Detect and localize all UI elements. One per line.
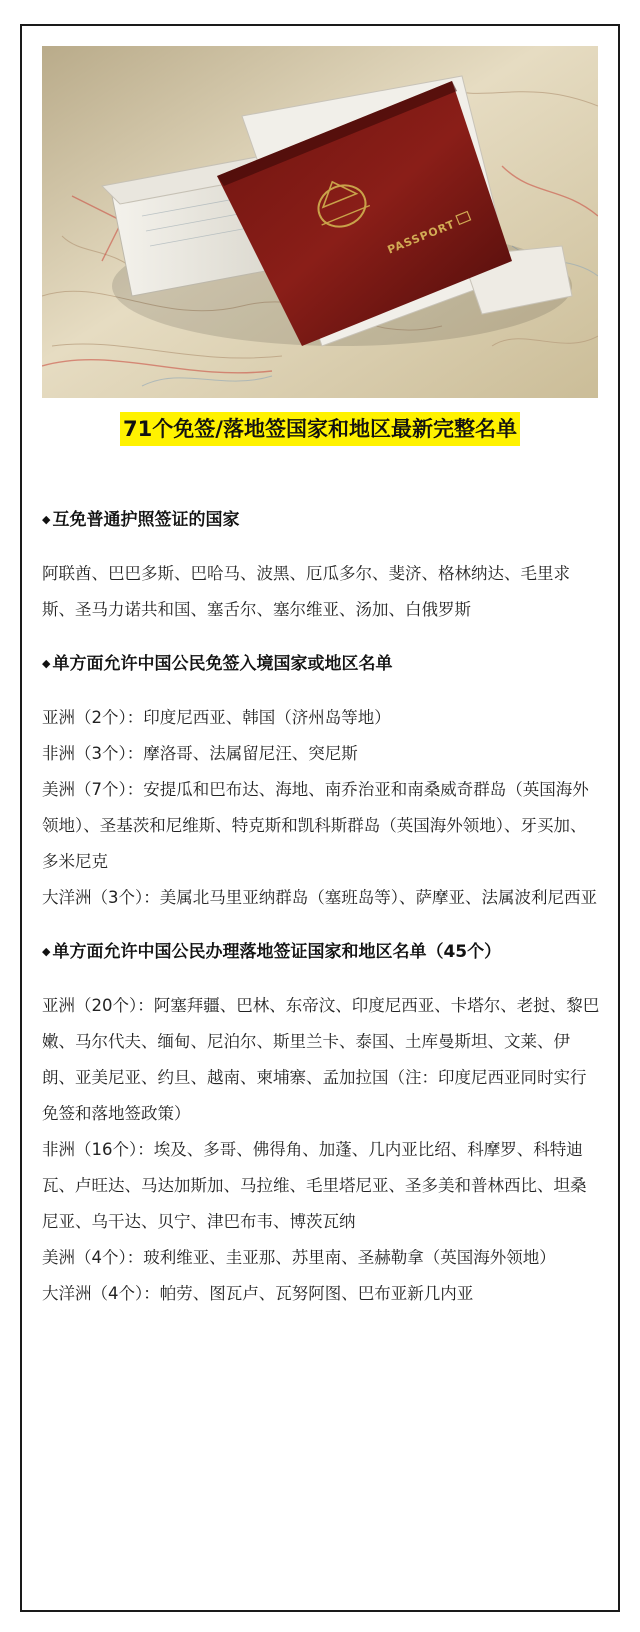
region-africa: 非洲（16个）：埃及、多哥、佛得角、加蓬、几内亚比绍、科摩罗、科特迪瓦、卢旺达、马达加斯加、马拉维、毛里塔尼亚、圣多美和普林西比、坦桑尼亚、乌干达、贝宁、津巴布韦、博茨瓦纳 — [42, 1140, 587, 1231]
visa-on-arrival-region-list — [42, 988, 600, 1312]
visa-free-region-list — [42, 700, 600, 916]
section-heading-text: 单方面允许中国公民免签入境国家或地区名单 — [52, 654, 393, 674]
region-asia: 亚洲（2个）：印度尼西亚、韩国（济州岛等地） — [42, 708, 391, 727]
section-heading-text: 单方面允许中国公民办理落地签证国家和地区名单（45个） — [52, 942, 502, 962]
passport-label: PASSPORT — [385, 217, 458, 257]
passport-on-map-image — [42, 46, 598, 398]
region-americas: 美洲（7个）：安提瓜和巴布达、海地、南乔治亚和南桑威奇群岛（英国海外领地）、圣基茨和尼维斯、特克斯和凯科斯群岛（英国海外领地）、牙买加、多米尼克 — [42, 780, 589, 871]
article-frame — [20, 24, 620, 1612]
section-heading-mutual-exemption — [42, 506, 600, 534]
page-title: 71个免签/落地签国家和地区最新完整名单 — [120, 412, 520, 446]
title-container — [22, 412, 618, 446]
diamond-bullet-icon: ◆ — [42, 657, 51, 670]
section-heading-text: 互免普通护照签证的国家 — [52, 510, 240, 530]
section-heading-visa-free-entry — [42, 650, 600, 678]
region-asia: 亚洲（20个）：阿塞拜疆、巴林、东帝汶、印度尼西亚、卡塔尔、老挝、黎巴嫩、马尔代夫、缅甸、尼泊尔、斯里兰卡、泰国、土库曼斯坦、文莱、伊朗、亚美尼亚、约旦、越南、柬埔寨、孟加拉国（注：印度尼西亚同时实行免签和落地签政策） — [42, 996, 600, 1123]
region-oceania: 大洋洲（4个）：帕劳、图瓦卢、瓦努阿图、巴布亚新几内亚 — [42, 1284, 474, 1303]
region-americas: 美洲（4个）：玻利维亚、圭亚那、苏里南、圣赫勒拿（英国海外领地） — [42, 1248, 556, 1267]
section-heading-visa-on-arrival — [42, 938, 600, 966]
diamond-bullet-icon: ◆ — [42, 945, 51, 958]
passport-photo — [42, 46, 598, 398]
article-content — [42, 506, 600, 1334]
diamond-bullet-icon: ◆ — [42, 513, 51, 526]
mutual-exemption-countries: 阿联酋、巴巴多斯、巴哈马、波黑、厄瓜多尔、斐济、格林纳达、毛里求斯、圣马力诺共和国、塞舌尔、塞尔维亚、汤加、白俄罗斯 — [42, 564, 570, 619]
region-oceania: 大洋洲（3个）：美属北马里亚纳群岛（塞班岛等）、萨摩亚、法属波利尼西亚 — [42, 888, 597, 907]
region-africa: 非洲（3个）：摩洛哥、法属留尼汪、突尼斯 — [42, 744, 358, 763]
